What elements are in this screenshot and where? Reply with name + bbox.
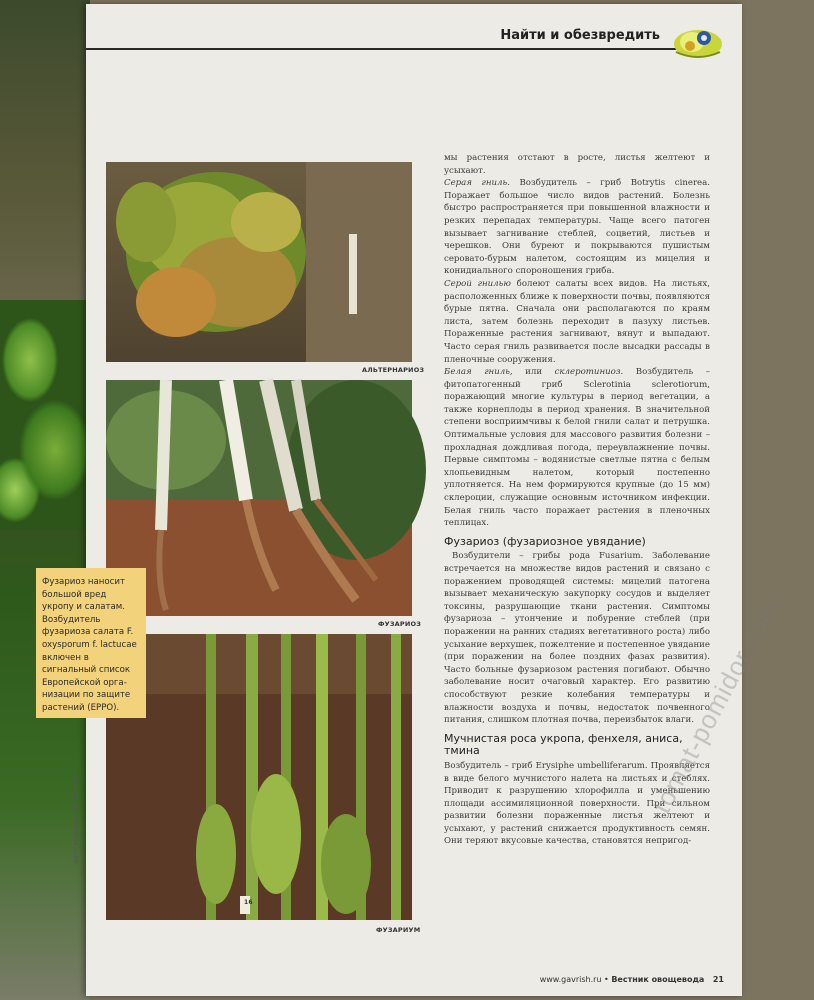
article-column xyxy=(444,152,710,848)
paragraph: Серая гниль. Возбудитель – гриб Botrytis cinerea. Поражает большое число видов растений. Болезнь быстро распространяется при повышенной влажности и резких перепадах температуры. Чаще всего патоген вызывает загнивание стеблей, соцветий, листьев и черешков. Они буреют и покрываются пушистым серовато-бурым налетом, состоящим из мицелия и конидиального спороношения гриба. xyxy=(444,178,710,277)
photo-caption-alternaria: АЛЬТЕРНАРИОЗ xyxy=(362,366,425,374)
lettuce-photo xyxy=(0,300,92,530)
paragraph: Белая гниль, или склеротиниоз. Возбудитель – фитопатогенный гриб Sclerotinia sclerotiorum, поражающий многие культуры в период вегетации, а также корнеплоды в период хранения. В значительной степени восприимчивы к белой гнили салат и петрушка. Оптимальные условия для массового развития болезни – прохладная дождливая погода, переувлажнение почвы. Первые симптомы – водянистые светлые пятна с белым хлопьевидным налетом, который постепенно уплотняется. На нем формируются крупные (до 15 мм) склероции, служащие основным источником инфекции. Белая гниль часто поражает растения в пленочных теплицах. xyxy=(444,367,711,529)
page-number: 21 xyxy=(712,975,724,984)
callout-box xyxy=(36,568,146,718)
paragraph: Возбудители – грибы рода Fusarium. Заболевание встречается на множестве видов растений и связано с поражением проводящей системы: мицелий патогена вызывает механическую закупорку сосудов и выделяет токсины, разрушающие ткани растения. Симптомы фузариоза – утончение и побурение стеблей (при поражении на ранних стадиях вегетативного роста) либо усыхание верхушек, пожелтение и постепенное увядание (при поражении на более поздних фазах развития). Часто больные фузариозом растения погибают. Обычно заболевание носит очаговый характер. Его развитию способствуют резкие колебания температуры и влажности воздуха и почвы, недостаток почвенного питания, слишком плотная почва, переизбыток влаги. xyxy=(444,551,710,726)
photo-alternaria xyxy=(106,162,412,362)
watermark: tomat-pomidor.com xyxy=(646,592,785,819)
photo-caption-fusarium-field: ФУЗАРИУМ xyxy=(376,926,421,934)
section-logo-icon xyxy=(670,22,728,62)
photo-fusarium-field xyxy=(106,634,412,920)
photo-fusarium-roots xyxy=(106,380,412,616)
header-rule xyxy=(86,48,678,50)
footer-journal: Вестник овощевода xyxy=(611,975,705,984)
paragraph: Серой гнилью болеют салаты всех видов. На листьях, расположенных ближе к поверхности почвы, появляются бурые пятна. Сначала они располагаются по краям листа, затем болезнь переходит в пазуху листьев. Пораженные растения загнивают, вянут и выпадают. Часто серая гниль развивается после высадки рассады в пленочные сооружения. xyxy=(444,278,711,365)
section-title: Найти и обезвредить xyxy=(500,28,660,43)
photo-credit: ФОТО: ВЛАДИМИР ВАДЕРДЕНКОВ xyxy=(74,775,80,864)
section-heading: Фузариоз (фузариозное увядание) xyxy=(444,534,646,548)
paragraph: мы растения отстают в росте, листья желтеют и усыхают. xyxy=(444,153,710,176)
footer-separator: • xyxy=(604,975,609,984)
magazine-page xyxy=(42,4,785,996)
paragraph: Возбудитель – гриб Erysiphe umbelliferarum. Проявляется в виде белого мучнистого налета на листьях и стеблях. Приводит к разрушению хлорофилла и уменьшению площади ассимиляционной поверхности. При сильном развитии болезни пораженные листья желтеют и усыхают, у растений снижается продуктивность семян. Они теряют вкусовые качества, становятся непригод- xyxy=(444,760,710,847)
photo-caption-fusarium: ФУЗАРИОЗ xyxy=(378,620,422,628)
footer-site: www.gavrish.ru xyxy=(539,975,602,984)
photo-marker-label: 16 xyxy=(244,899,253,906)
page-footer xyxy=(540,975,724,984)
callout-text: Фузариоз наносит большой вред укропу и салатам. Возбудитель фузариоза салата F. oxysporum f. lactucae включен в сигнальный список Европейской организации по защите растений (EPPO). xyxy=(42,577,137,713)
section-heading: Мучнистая роса укропа, фенхеля, аниса, тмина xyxy=(444,731,683,758)
